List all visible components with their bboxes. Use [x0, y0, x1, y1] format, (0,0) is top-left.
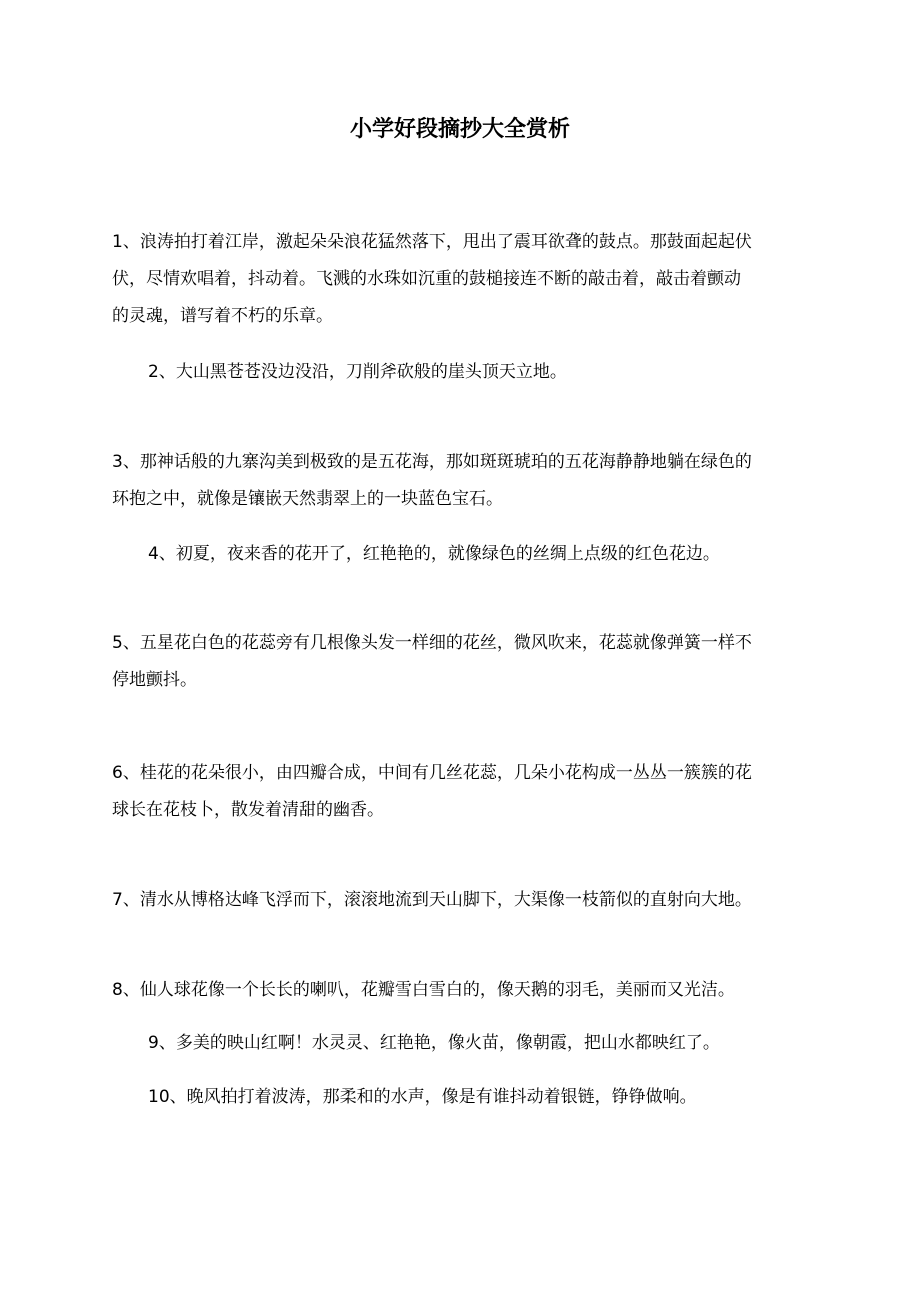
- paragraph-7: [112, 882, 812, 919]
- paragraph-10: [148, 1079, 848, 1116]
- paragraph-line: 7、清水从博格达峰飞浮而下，滚滚地流到天山脚下，大渠像一枝箭似的直射向大地。: [112, 890, 752, 910]
- paragraph-line: 的灵魂，谱写着不朽的乐章。: [112, 306, 333, 326]
- paragraph-line: 9、多美的映山红啊！水灵灵、红艳艳，像火苗，像朝霞，把山水都映红了。: [148, 1033, 720, 1053]
- paragraph-line: 3、那神话般的九寨沟美到极致的是五花海，那如斑斑琥珀的五花海静静地躺在绿色的: [112, 452, 752, 472]
- paragraph-8: [112, 972, 812, 1009]
- paragraph-6: [112, 755, 812, 829]
- paragraph-4: [148, 536, 848, 573]
- paragraph-line: 1、浪涛拍打着江岸，激起朵朵浪花猛然落下，甩出了震耳欲聋的鼓点。那鼓面起起伏: [112, 232, 752, 252]
- paragraph-line: 5、五星花白色的花蕊旁有几根像头发一样细的花丝，微风吹来，花蕊就像弹簧一样不: [112, 633, 752, 653]
- paragraph-line: 10、晚风拍打着波涛，那柔和的水声，像是有谁抖动着银链，铮铮做响。: [148, 1087, 697, 1107]
- paragraph-line: 4、初夏，夜来香的花开了，红艳艳的，就像绿色的丝绸上点级的红色花边。: [148, 544, 720, 564]
- paragraph-line: 伏，尽情欢唱着，抖动着。飞溅的水珠如沉重的鼓槌接连不断的敲击着，敲击着颤动: [112, 269, 741, 289]
- paragraph-9: [148, 1025, 848, 1062]
- paragraph-line: 8、仙人球花像一个长长的喇叭，花瓣雪白雪白的，像天鹅的羽毛，美丽而又光洁。: [112, 980, 735, 1000]
- paragraph-line: 球长在花枝卜，散发着清甜的幽香。: [112, 800, 384, 820]
- paragraph-3: [112, 444, 812, 518]
- paragraph-line: 环抱之中，就像是镶嵌天然翡翠上的一块蓝色宝石。: [112, 489, 503, 509]
- paragraph-line: 6、桂花的花朵很小，由四瓣合成，中间有几丝花蕊，几朵小花构成一丛丛一簇簇的花: [112, 763, 752, 783]
- paragraph-5: [112, 625, 812, 699]
- paragraph-line: 停地颤抖。: [112, 670, 197, 690]
- paragraph-2: [148, 354, 848, 391]
- paragraph-line: 2、大山黑苍苍没边没沿，刀削斧砍般的崖头顶天立地。: [148, 362, 567, 382]
- paragraph-1: [112, 224, 812, 335]
- page-title: 小学好段摘抄大全赏析: [349, 117, 570, 142]
